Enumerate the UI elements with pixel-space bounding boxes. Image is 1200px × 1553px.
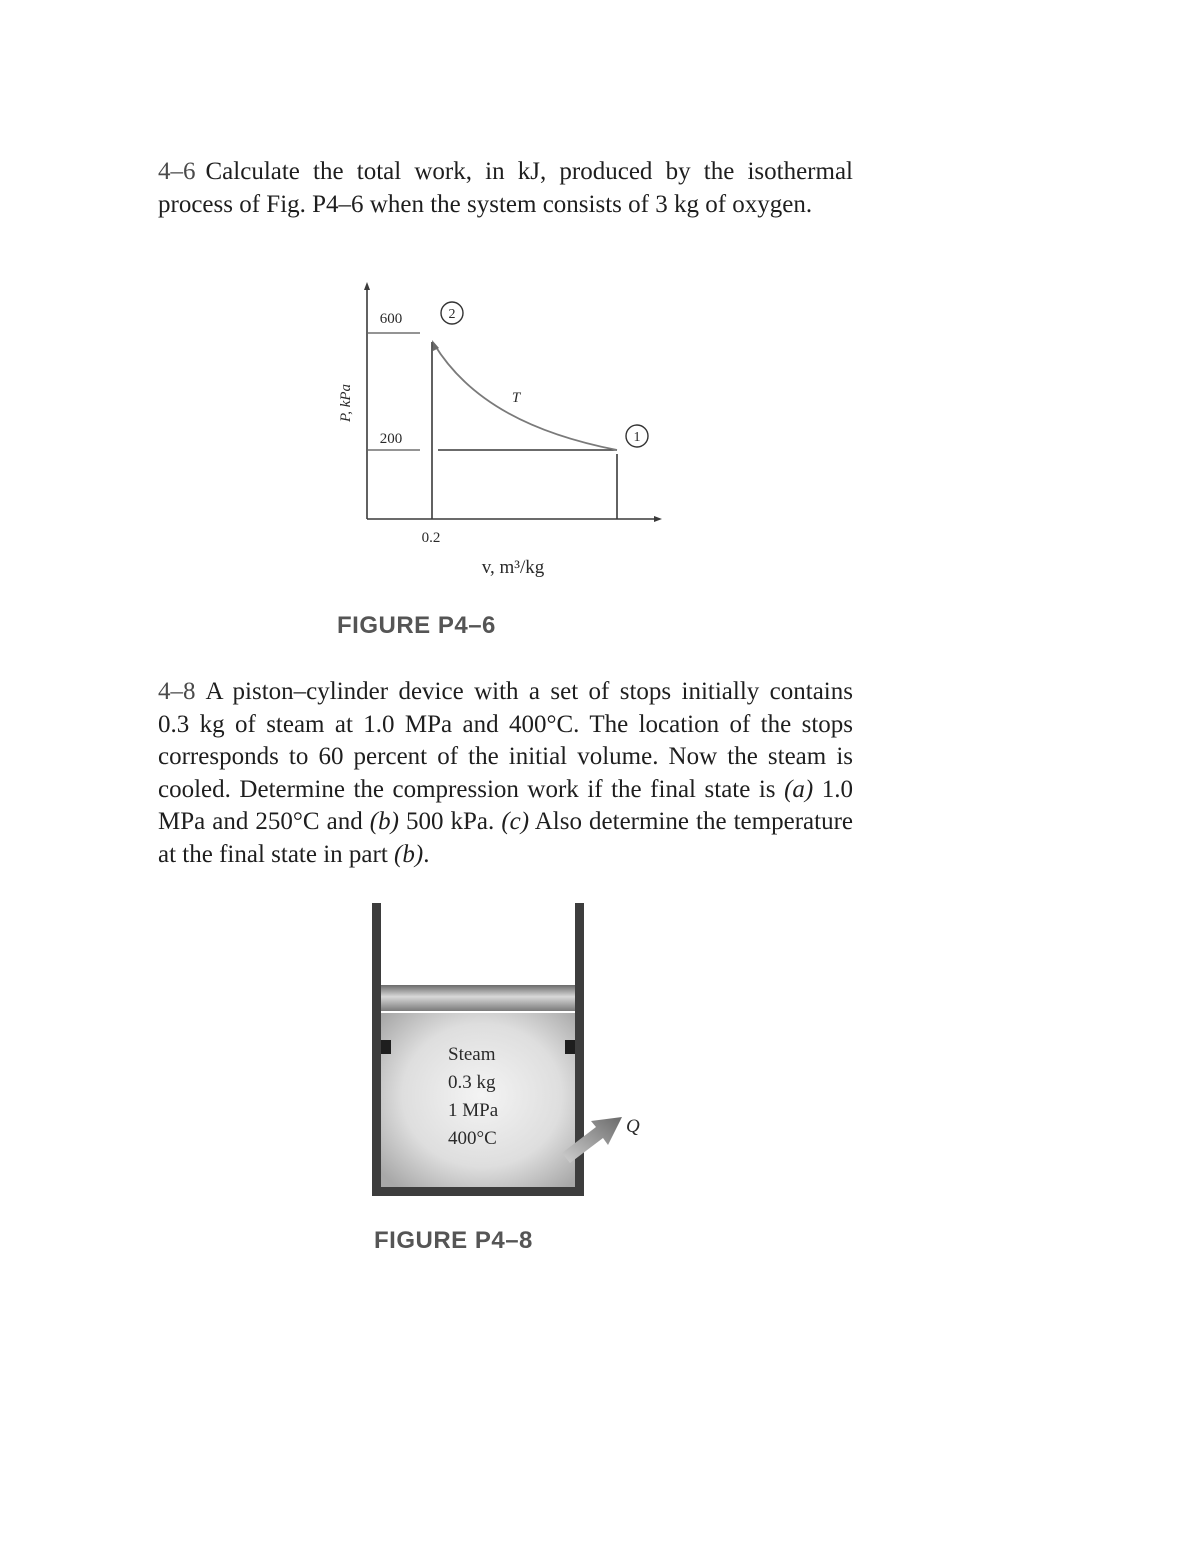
- problem-text-part-1: A piston–cylinder device with a set of stops initially contains 0.3 kg of steam at 1.0 MPa and 400°C. The location of the stops corresponds to 60 percent of the initial volume. Now the steam is cooled. Determine the compression work if the final state is: [158, 678, 853, 803]
- problem-text: Calculate the total work, in kJ, produced by the isothermal process of Fig. P4–6 when the system consists of 3 kg of oxygen.: [158, 158, 853, 218]
- cylinder-left-wall: [372, 903, 381, 1196]
- curve-label-t: T: [511, 390, 521, 406]
- problem-4-6: [158, 156, 853, 221]
- state-1-label: 1: [633, 430, 641, 445]
- isothermal-curve-t: [434, 344, 617, 450]
- part-a-marker: (a): [784, 775, 814, 803]
- problem-text-part-2: 1.0 MPa and 250°C and: [158, 775, 854, 835]
- steam-temperature: 400°C: [448, 1128, 497, 1149]
- tick-label-0-2: 0.2: [421, 530, 441, 546]
- tick-label-600: 600: [379, 311, 403, 327]
- piston: [381, 985, 575, 1011]
- problem-4-8: [158, 676, 853, 871]
- cylinder-bottom: [372, 1187, 584, 1196]
- steam-mass: 0.3 kg: [448, 1072, 496, 1093]
- x-axis-arrow: [654, 516, 662, 522]
- problem-text-part-4: Also determine the temperature at the final state in part: [158, 808, 853, 868]
- part-b-reference: (b): [394, 840, 424, 868]
- state-2-label: 2: [448, 307, 456, 322]
- y-axis-label: P, kPa: [338, 383, 354, 423]
- part-c-marker: (c): [501, 808, 530, 835]
- y-axis-arrow: [364, 282, 370, 290]
- x-axis-label: v, m³/kg: [481, 557, 545, 578]
- figure-p4-8-piston-cylinder: [360, 895, 670, 1205]
- steam-pressure: 1 MPa: [448, 1100, 499, 1121]
- part-b-marker: (b): [369, 808, 399, 835]
- figure-p4-6-pv-diagram: [320, 278, 680, 588]
- stop-right: [565, 1040, 575, 1054]
- heat-label-q: Q: [626, 1116, 640, 1137]
- figure-caption-p4-6: FIGURE P4–6: [337, 612, 496, 639]
- problem-text-period: .: [423, 840, 430, 868]
- figure-caption-p4-8: FIGURE P4–8: [374, 1227, 533, 1254]
- stop-left: [381, 1040, 391, 1054]
- tick-label-200: 200: [379, 431, 403, 447]
- problem-number: 4–8: [158, 678, 196, 705]
- problem-number: 4–6: [158, 158, 196, 185]
- problem-text-part-3: 500 kPa.: [405, 808, 495, 835]
- steam-label: Steam: [448, 1044, 496, 1065]
